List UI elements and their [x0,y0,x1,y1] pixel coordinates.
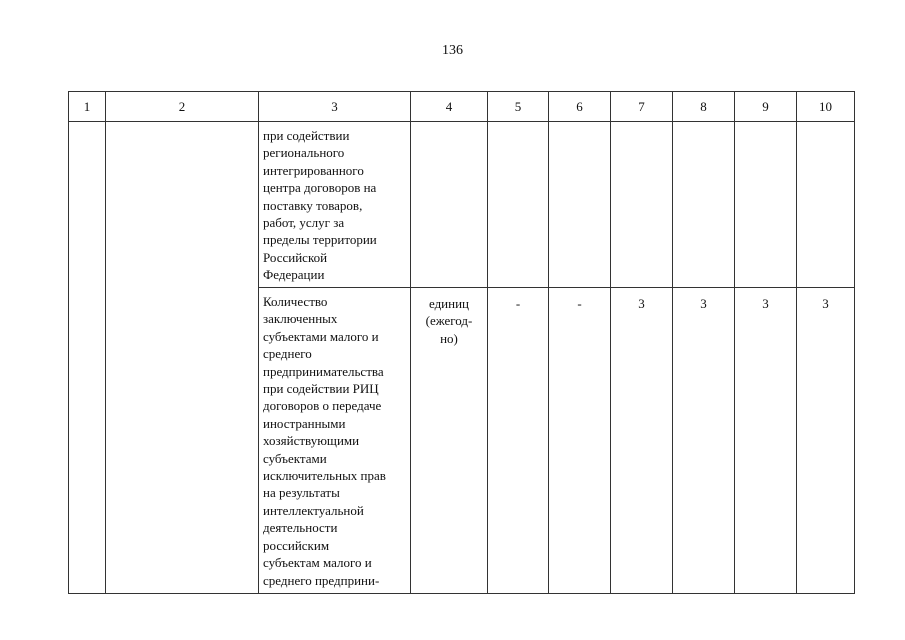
value-cell: - [549,288,611,594]
text-line: российским [263,537,330,553]
column-number-cell: 1 [69,92,106,122]
text-line: пределы территории [263,232,377,248]
text-line: регионального [263,145,345,161]
value-cell [797,122,855,288]
text-line: поставку товаров, [263,197,363,213]
text-line: заключенных [263,311,338,327]
unit-line: (ежегод- [425,313,473,329]
value-cell [673,122,735,288]
text-line: Федерации [263,267,325,283]
value-cell [611,122,673,288]
text-line: среднего предприни- [263,572,380,588]
value-cell [549,122,611,288]
text-line: Российской [263,249,328,265]
name-cell [106,122,259,594]
text-line: среднего [263,346,312,362]
number-cell [69,122,106,594]
text-line: работ, услуг за [263,215,345,231]
unit-line: единиц [428,296,470,311]
value-cell: 3 [673,288,735,594]
text-line: предпринимательства [263,363,384,379]
text-line: субъектами малого и [263,328,379,344]
table-row [69,122,855,288]
value-cell: 3 [735,288,797,594]
text-line: субъектами [263,450,327,466]
column-number-cell: 6 [549,92,611,122]
column-number-cell: 7 [611,92,673,122]
text-line: деятельности [263,520,338,536]
unit-cell [411,122,488,288]
indicator-text-cell [259,122,411,288]
value-cell [488,122,549,288]
value-cell [735,122,797,288]
value-cell: 3 [797,288,855,594]
text-line: при содействии [263,128,350,143]
text-line: хозяйствующими [263,433,360,449]
text-line: договоров о передаче [263,398,382,414]
column-number-cell: 8 [673,92,735,122]
column-number-cell: 5 [488,92,549,122]
text-line: на результаты [263,485,340,501]
value-cell: - [488,288,549,594]
text-line: при содействии РИЦ [263,381,379,397]
column-number-cell: 3 [259,92,411,122]
column-number-cell: 9 [735,92,797,122]
indicator-text-cell [259,288,411,594]
text-line: интегрированного [263,162,364,178]
indicators-table [68,91,855,594]
text-line: Количество [263,294,328,309]
column-number-cell: 4 [411,92,488,122]
text-line: центра договоров на [263,180,377,196]
text-line: исключительных прав [263,468,386,484]
column-number-cell: 10 [797,92,855,122]
unit-cell [411,288,488,594]
text-line: субъектам малого и [263,555,372,571]
value-cell: 3 [611,288,673,594]
text-line: иностранными [263,415,346,431]
page-number: 136 [442,43,463,58]
text-line: интеллектуальной [263,502,364,518]
column-number-cell: 2 [106,92,259,122]
column-number-row [69,92,855,122]
unit-line: но) [440,330,458,346]
